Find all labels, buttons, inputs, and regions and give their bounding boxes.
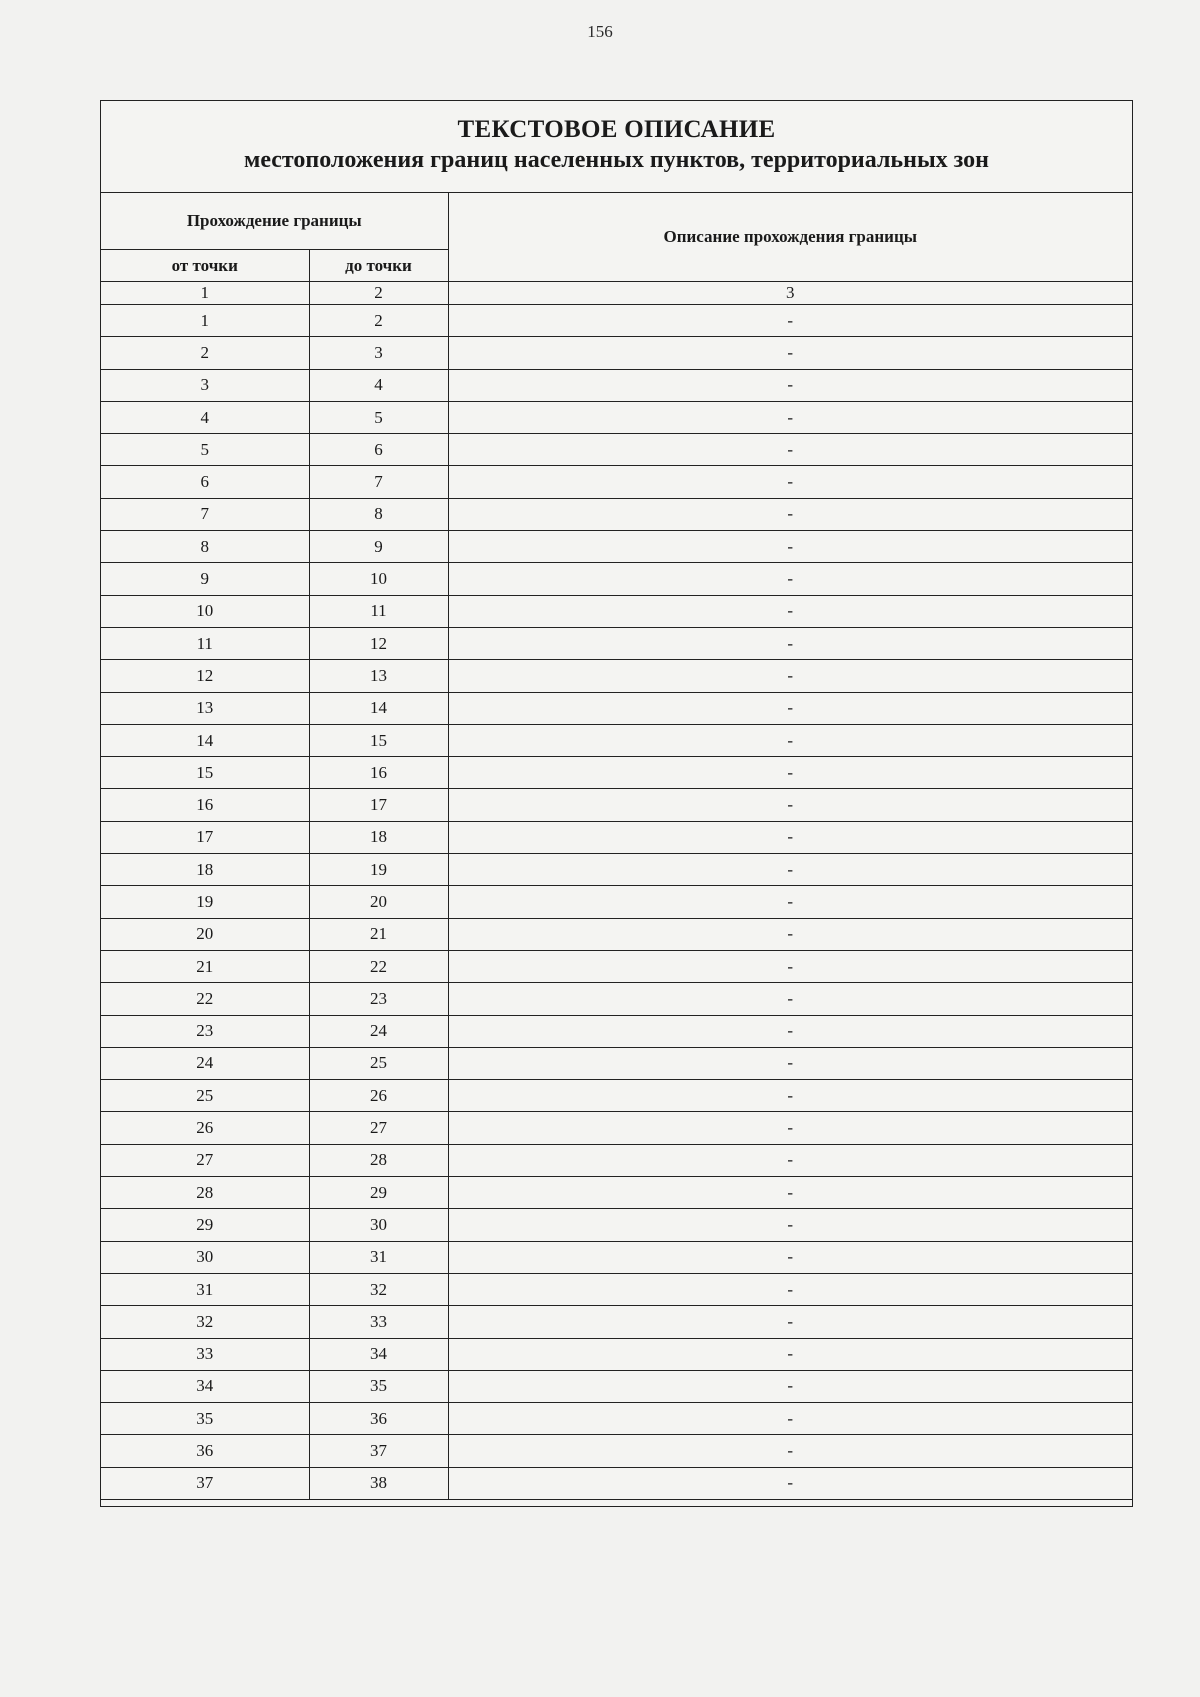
table-row [101,627,1132,659]
cell-description: - [448,305,1132,337]
cell-description: - [448,595,1132,627]
cell-to-point: 27 [309,1112,448,1144]
header-to-point: до точки [309,250,448,282]
table-row [101,886,1132,918]
cell-description: - [448,1403,1132,1435]
cell-from-point: 1 [101,305,309,337]
cell-to-point: 9 [309,531,448,563]
cell-to-point: 20 [309,886,448,918]
document-subtitle: местоположения границ населенных пунктов, территориальных зон [243,147,990,173]
table-row [101,1209,1132,1241]
cell-description: - [448,821,1132,853]
cell-from-point: 11 [101,627,309,659]
cell-description: - [448,789,1132,821]
table-row [101,1435,1132,1467]
cell-from-point: 21 [101,950,309,982]
cell-from-point: 34 [101,1370,309,1402]
table-row [101,983,1132,1015]
cell-from-point: 23 [101,1015,309,1047]
table-row [101,531,1132,563]
bottom-rule [101,1499,1132,1506]
cell-to-point: 2 [309,305,448,337]
cell-description: - [448,1241,1132,1273]
table-row [101,1338,1132,1370]
cell-from-point: 15 [101,757,309,789]
cell-description: - [448,692,1132,724]
cell-description: - [448,434,1132,466]
cell-from-point: 10 [101,595,309,627]
cell-to-point: 17 [309,789,448,821]
cell-to-point: 32 [309,1273,448,1305]
table-row [101,305,1132,337]
cell-from-point: 25 [101,1080,309,1112]
table-row [101,821,1132,853]
cell-description: - [448,466,1132,498]
cell-description: - [448,950,1132,982]
table-body [101,305,1132,1499]
header-boundary-passage: Прохождение границы [101,193,448,250]
header-from-point: от точки [101,250,309,282]
table-row [101,337,1132,369]
cell-to-point: 29 [309,1177,448,1209]
table-row [101,1144,1132,1176]
cell-from-point: 24 [101,1047,309,1079]
table-row [101,1241,1132,1273]
cell-from-point: 13 [101,692,309,724]
table-row [101,401,1132,433]
table-row [101,1467,1132,1499]
cell-from-point: 22 [101,983,309,1015]
table-row [101,789,1132,821]
table-row [101,692,1132,724]
table-row [101,1403,1132,1435]
cell-to-point: 7 [309,466,448,498]
table-row [101,369,1132,401]
document-title: ТЕКСТОВОЕ ОПИСАНИЕ [457,116,776,143]
cell-to-point: 16 [309,757,448,789]
cell-from-point: 36 [101,1435,309,1467]
cell-from-point: 2 [101,337,309,369]
cell-from-point: 12 [101,660,309,692]
cell-to-point: 24 [309,1015,448,1047]
cell-to-point: 31 [309,1241,448,1273]
cell-from-point: 27 [101,1144,309,1176]
table-row [101,595,1132,627]
cell-to-point: 23 [309,983,448,1015]
cell-from-point: 26 [101,1112,309,1144]
cell-from-point: 28 [101,1177,309,1209]
cell-to-point: 25 [309,1047,448,1079]
table-row [101,724,1132,756]
cell-to-point: 30 [309,1209,448,1241]
cell-description: - [448,1306,1132,1338]
table-row [101,1273,1132,1305]
cell-description: - [448,1209,1132,1241]
table-row [101,1306,1132,1338]
cell-from-point: 8 [101,531,309,563]
cell-description: - [448,854,1132,886]
cell-to-point: 13 [309,660,448,692]
table-row [101,1015,1132,1047]
cell-description: - [448,1177,1132,1209]
column-number: 1 [101,282,309,305]
cell-from-point: 29 [101,1209,309,1241]
table-row [101,1080,1132,1112]
cell-to-point: 34 [309,1338,448,1370]
table-row [101,757,1132,789]
table-row [101,1177,1132,1209]
table-row [101,466,1132,498]
cell-to-point: 21 [309,918,448,950]
boundary-table [101,193,1132,1499]
table-row [101,660,1132,692]
cell-description: - [448,401,1132,433]
cell-to-point: 26 [309,1080,448,1112]
cell-description: - [448,1338,1132,1370]
cell-to-point: 8 [309,498,448,530]
cell-to-point: 28 [309,1144,448,1176]
table-row [101,1370,1132,1402]
cell-from-point: 14 [101,724,309,756]
page-number: 156 [587,22,613,41]
cell-description: - [448,1273,1132,1305]
cell-from-point: 31 [101,1273,309,1305]
cell-to-point: 38 [309,1467,448,1499]
cell-description: - [448,724,1132,756]
cell-description: - [448,757,1132,789]
cell-to-point: 35 [309,1370,448,1402]
column-number: 3 [448,282,1132,305]
table-row [101,434,1132,466]
cell-description: - [448,627,1132,659]
cell-from-point: 37 [101,1467,309,1499]
cell-to-point: 15 [309,724,448,756]
cell-description: - [448,918,1132,950]
cell-description: - [448,660,1132,692]
cell-from-point: 6 [101,466,309,498]
table-row [101,918,1132,950]
cell-description: - [448,886,1132,918]
table-row [101,498,1132,530]
cell-from-point: 3 [101,369,309,401]
cell-description: - [448,1015,1132,1047]
cell-to-point: 33 [309,1306,448,1338]
title-block [101,101,1132,193]
cell-to-point: 37 [309,1435,448,1467]
table-row [101,1047,1132,1079]
cell-to-point: 19 [309,854,448,886]
cell-from-point: 32 [101,1306,309,1338]
cell-to-point: 3 [309,337,448,369]
cell-description: - [448,1435,1132,1467]
cell-from-point: 9 [101,563,309,595]
cell-from-point: 33 [101,1338,309,1370]
cell-to-point: 14 [309,692,448,724]
cell-to-point: 11 [309,595,448,627]
cell-description: - [448,1144,1132,1176]
table-row [101,854,1132,886]
cell-from-point: 5 [101,434,309,466]
cell-to-point: 36 [309,1403,448,1435]
table-row [101,950,1132,982]
column-number: 2 [309,282,448,305]
cell-to-point: 6 [309,434,448,466]
cell-from-point: 30 [101,1241,309,1273]
header-description: Описание прохождения границы [448,193,1132,282]
cell-from-point: 16 [101,789,309,821]
cell-from-point: 7 [101,498,309,530]
cell-description: - [448,337,1132,369]
document-frame [100,100,1133,1507]
cell-to-point: 5 [309,401,448,433]
table-row [101,1112,1132,1144]
cell-from-point: 17 [101,821,309,853]
cell-description: - [448,1047,1132,1079]
cell-description: - [448,1112,1132,1144]
cell-from-point: 19 [101,886,309,918]
cell-description: - [448,498,1132,530]
cell-to-point: 12 [309,627,448,659]
cell-description: - [448,1370,1132,1402]
cell-from-point: 4 [101,401,309,433]
cell-description: - [448,531,1132,563]
cell-description: - [448,563,1132,595]
cell-to-point: 18 [309,821,448,853]
cell-from-point: 18 [101,854,309,886]
cell-to-point: 22 [309,950,448,982]
cell-to-point: 10 [309,563,448,595]
cell-description: - [448,1467,1132,1499]
cell-from-point: 35 [101,1403,309,1435]
cell-to-point: 4 [309,369,448,401]
table-row [101,563,1132,595]
cell-description: - [448,1080,1132,1112]
cell-description: - [448,983,1132,1015]
cell-description: - [448,369,1132,401]
cell-from-point: 20 [101,918,309,950]
